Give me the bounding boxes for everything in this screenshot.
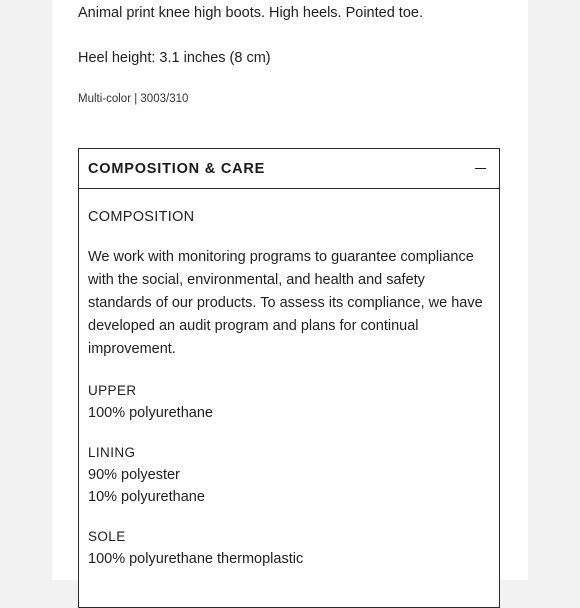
minus-icon[interactable] [475,163,487,175]
compliance-paragraph: We work with monitoring programs to guarantee compliance with the social, environmental, and health and safety standards of our products. To assess its compliance, we have developed an audit program and plans for continual improvement. [88,249,483,357]
accordion-body [79,189,499,570]
lining-material-2: 10% polyurethane [88,489,205,505]
lining-material-1: 90% polyester [88,467,180,483]
lining-group [88,441,490,508]
sole-group [88,525,490,570]
upper-title: UPPER [88,383,137,398]
upper-material: 100% polyurethane [88,405,213,421]
product-description: Animal print knee high boots. High heels. Pointed toe. [78,5,423,21]
lining-title: LINING [88,445,136,460]
composition-care-accordion [78,148,500,608]
sole-title: SOLE [88,529,126,544]
accordion-title: COMPOSITION & CARE [88,160,266,177]
accordion-header[interactable] [79,149,499,189]
composition-heading: COMPOSITION [88,209,195,225]
upper-group [88,379,490,424]
heel-height: Heel height: 3.1 inches (8 cm) [78,50,271,66]
sole-material: 100% polyurethane thermoplastic [88,551,304,567]
color-reference: Multi-color | 3003/310 [78,93,189,105]
product-details-panel [52,0,528,580]
